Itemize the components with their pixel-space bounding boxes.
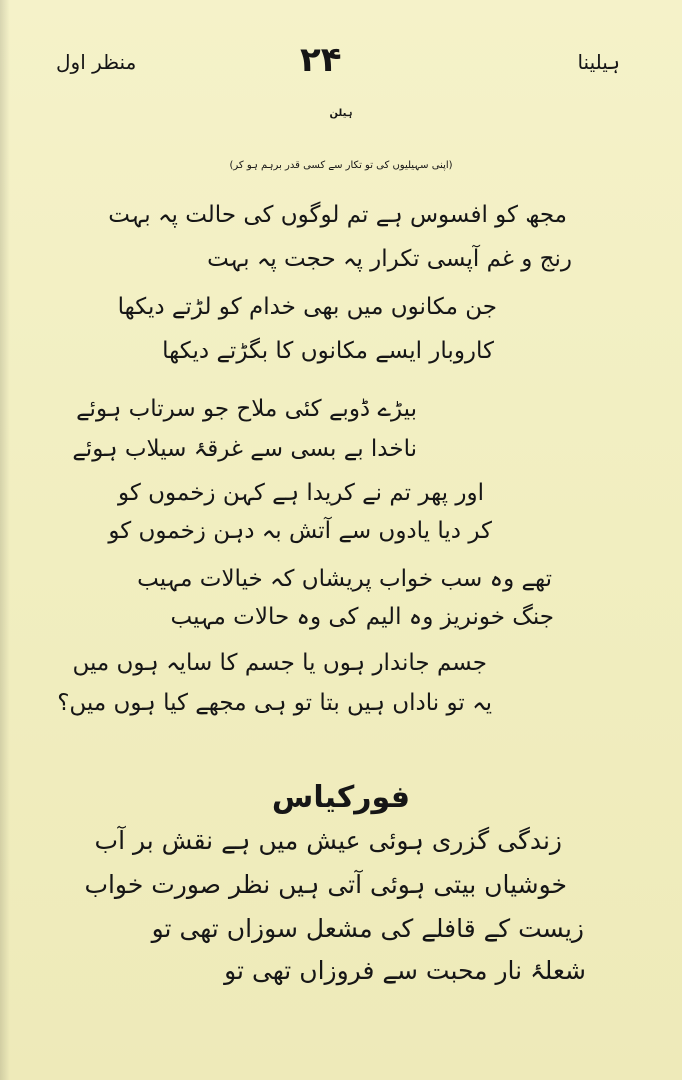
running-header-scene: منظر اول <box>56 50 137 74</box>
page-number: ۲۴ <box>300 40 342 80</box>
verse-line: رنج و غم آپسی تکرار پہ حجت پہ بہت <box>207 246 572 272</box>
verse-line: ناخدا بے بسی سے غرقۂ سیلاب ہوئے <box>72 436 417 462</box>
verse-line: کر دیا یادوں سے آتش بہ دہن زخموں کو <box>108 518 492 544</box>
verse-line: شعلۂ نار محبت سے فروزاں تھی تو <box>224 956 586 985</box>
verse-line: جنگ خونریز وہ الیم کی وہ حالات مہیب <box>170 604 554 630</box>
verse-line: بیڑے ڈوبے کئی ملاح جو سرتاب ہوئے <box>76 396 417 422</box>
verse-line: یہ تو ناداں ہیں بتا تو ہی مجھے کیا ہوں میں؟ <box>57 690 492 716</box>
verse-line: کاروبار ایسے مکانوں کا بگڑتے دیکھا <box>162 338 494 364</box>
verse-line: تھے وہ سب خواب پریشاں کہ خیالات مہیب <box>137 566 552 592</box>
verse-line: خوشیاں بیتی ہوئی آتی ہیں نظر صورت خواب <box>84 870 567 899</box>
verse-line: جن مکانوں میں بھی خدام کو لڑتے دیکھا <box>117 294 497 320</box>
verse-line: اور پھر تم نے کریدا ہے کہن زخموں کو <box>118 480 484 506</box>
speaker-heading-helen: ہیلن <box>329 108 353 119</box>
stage-direction: (اپنی سہیلیوں کی تو تکار سے کسی قدر برہم ہو کر) <box>229 160 453 171</box>
speaker-heading-phorkyas: فورکیاس <box>271 780 410 815</box>
verse-line: جسم جاندار ہوں یا جسم کا سایہ ہوں میں <box>72 650 487 676</box>
running-header-book-title: ہیلینا <box>577 50 620 74</box>
verse-line: زندگی گزری ہوئی عیش میں ہے نقش بر آب <box>94 826 562 855</box>
verse-line: زیست کے قافلے کی مشعل سوزاں تھی تو <box>151 914 584 943</box>
verse-line: مجھ کو افسوس ہے تم لوگوں کی حالت پہ بہت <box>108 202 567 228</box>
